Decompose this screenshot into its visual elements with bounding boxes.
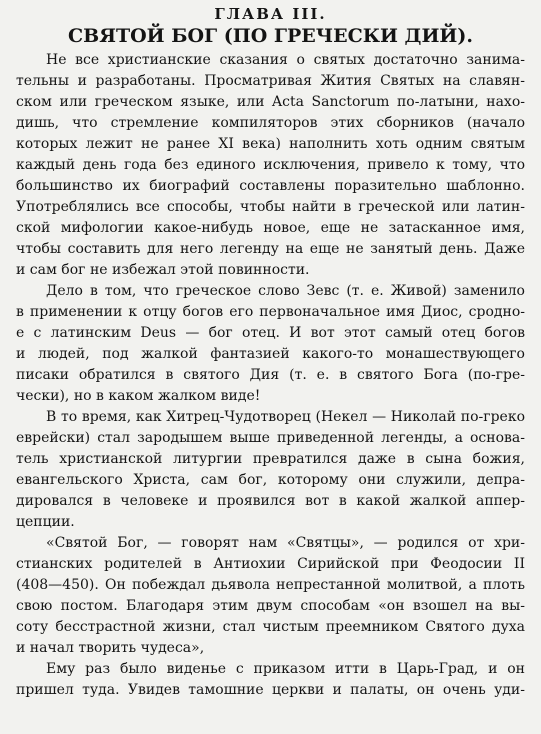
paragraph-4 [16, 533, 525, 659]
paragraph-2 [16, 281, 525, 407]
paragraph-3 [16, 407, 525, 533]
text-line: (408—450). Он побеждал дьявола непрестанной молитвой, а плоть [16, 577, 525, 593]
text-line: дишь, что стремление компиляторов этих сборников (начало [16, 115, 525, 131]
text-line: дировался в человеке и проявился вот в какой жалкой аппер- [16, 493, 525, 509]
text-line: свою постом. Благодаря этим двум способам «он взошел на вы- [16, 598, 525, 614]
text-line: тель христианской литургии превратился даже в сына божия, [16, 451, 525, 467]
text-line: тельны и разработаны. Просматривая Жития Святых на славян- [16, 73, 525, 89]
text-line: и сам бог не избежал этой повинности. [16, 262, 310, 278]
text-line: Не все христианские сказания о святых достаточно занима- [46, 52, 525, 68]
paragraph-5 [16, 659, 525, 701]
text-line: чески), но в каком жалком виде! [16, 388, 261, 404]
text-line: евангельского Христа, сам бог, которому они служили, депра- [16, 472, 525, 488]
text-line: е с латинским Deus — бог отец. И вот этот самый отец богов [16, 325, 525, 341]
chapter-title: СВЯТОЙ БОГ (ПО ГРЕЧЕСКИ ДИЙ). [68, 25, 473, 47]
text-line: цепции. [16, 514, 75, 530]
text-line: пришел туда. Увидев тамошние церкви и палаты, он очень уди- [16, 682, 525, 698]
text-line: которых лежит не ранее XI века) наполнить хоть одним святым [16, 136, 525, 152]
text-line: «Святой Бог, — говорят нам «Святцы», — родился от хри- [46, 535, 525, 551]
text-line: и начал творить чудеса», [16, 640, 205, 656]
text-line: писаки обратился в святого Дия (т. е. в святого Бога (по-гре- [16, 367, 525, 383]
text-line: еврейски) стал зародышем выше приведенной легенды, а основа- [16, 430, 525, 446]
text-line: каждый день года без единого исключения, привело к тому, что [16, 157, 525, 173]
text-line: Дело в том, что греческое слово Зевс (т. е. Живой) заменило [46, 283, 525, 299]
text-line: большинство их биографий составлены поразительно шаблонно. [16, 178, 525, 194]
text-line: в применении к отцу богов его первоначальное имя Диос, сродно- [16, 304, 525, 320]
text-line: ском или греческом языке, или Acta Sanctorum по-латыни, нахо- [16, 94, 525, 110]
chapter-label: ГЛАВА III. [214, 5, 327, 23]
text-line: В то время, как Хитрец-Чудотворец (Некел — Николай по-греко [46, 409, 525, 425]
text-line: ской мифологии какое-нибудь новое, еще не затасканное имя, [16, 220, 525, 236]
text-line: Ему раз было виденье с приказом итти в Царь-Град, и он [46, 661, 525, 677]
text-line: соту бесстрастной жизни, стал чистым преемником Святого духа [16, 619, 525, 635]
text-line: стианских родителей в Антиохии Сирийской при Феодосии II [16, 556, 525, 572]
text-line: и людей, под жалкой фантазией какого-то монашествующего [16, 346, 525, 362]
paragraph-1 [16, 50, 525, 281]
text-line: Употреблялись все способы, чтобы найти в греческой или латин- [16, 199, 525, 215]
text-line: чтобы составить для него легенду на еще не занятый день. Даже [16, 241, 525, 257]
